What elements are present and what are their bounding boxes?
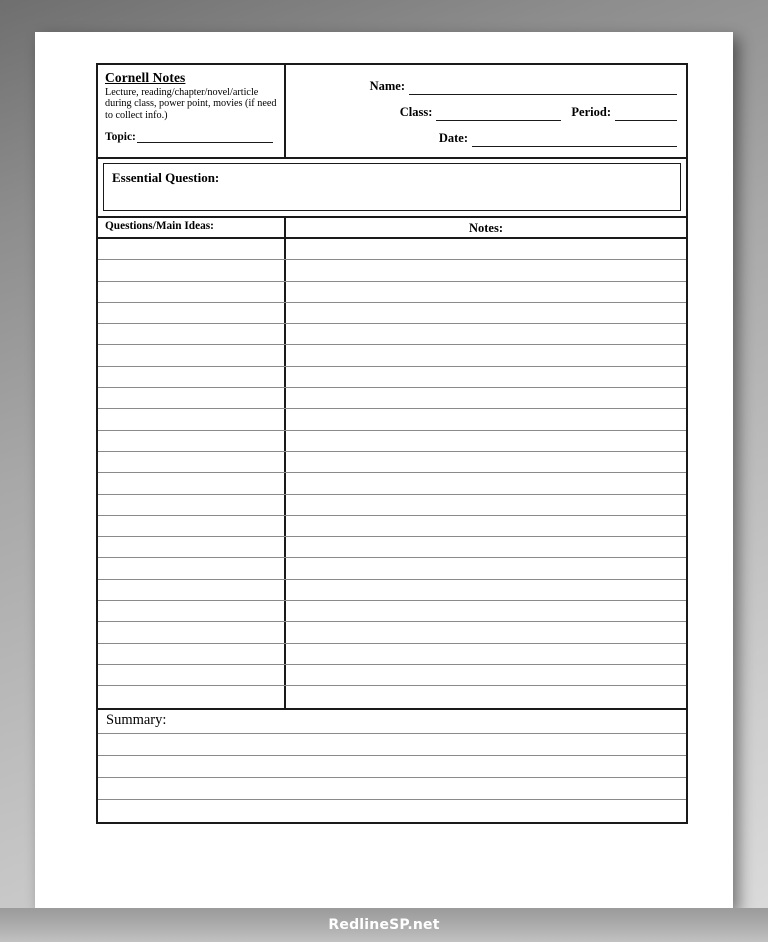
page-title: Cornell Notes xyxy=(105,70,186,85)
topic-label: Topic: xyxy=(105,131,136,143)
title-description: Lecture, reading/chapter/novel/article during class, power point, movies (if need to collect info.) xyxy=(105,86,277,122)
question-cell[interactable] xyxy=(98,473,286,493)
question-cell[interactable] xyxy=(98,303,286,323)
question-cell[interactable] xyxy=(98,516,286,536)
question-cell[interactable] xyxy=(98,452,286,472)
period-label: Period: xyxy=(571,105,611,119)
column-header-row xyxy=(98,218,686,239)
summary-line[interactable] xyxy=(98,778,686,800)
name-field[interactable] xyxy=(286,79,686,95)
summary-label: Summary: xyxy=(98,710,686,734)
question-cell[interactable] xyxy=(98,686,286,707)
note-cell[interactable] xyxy=(286,622,686,642)
table-row[interactable] xyxy=(98,473,686,494)
summary-line[interactable] xyxy=(98,734,686,756)
table-row[interactable] xyxy=(98,516,686,537)
table-row[interactable] xyxy=(98,537,686,558)
note-cell[interactable] xyxy=(286,260,686,280)
class-period-fields[interactable] xyxy=(286,105,686,121)
note-cell[interactable] xyxy=(286,686,686,707)
table-row[interactable] xyxy=(98,686,686,707)
name-label: Name: xyxy=(369,79,405,93)
question-cell[interactable] xyxy=(98,409,286,429)
question-cell[interactable] xyxy=(98,431,286,451)
table-row[interactable] xyxy=(98,409,686,430)
header-identity-cell xyxy=(286,65,686,157)
note-cell[interactable] xyxy=(286,324,686,344)
question-cell[interactable] xyxy=(98,324,286,344)
table-row[interactable] xyxy=(98,580,686,601)
watermark-footer xyxy=(0,908,768,942)
table-row[interactable] xyxy=(98,388,686,409)
question-cell[interactable] xyxy=(98,367,286,387)
topic-field[interactable] xyxy=(105,131,273,143)
notes-column-header: Notes: xyxy=(468,221,503,235)
note-cell[interactable] xyxy=(286,431,686,451)
note-cell[interactable] xyxy=(286,452,686,472)
watermark-text: RedlineSP.net xyxy=(328,917,440,933)
table-row[interactable] xyxy=(98,665,686,686)
period-input-line[interactable] xyxy=(615,107,677,121)
table-row[interactable] xyxy=(98,367,686,388)
table-row[interactable] xyxy=(98,303,686,324)
date-label: Date: xyxy=(438,131,468,145)
table-row[interactable] xyxy=(98,601,686,622)
question-cell[interactable] xyxy=(98,260,286,280)
essential-question-section xyxy=(98,159,686,218)
name-input-line[interactable] xyxy=(409,81,677,95)
note-cell[interactable] xyxy=(286,367,686,387)
question-cell[interactable] xyxy=(98,558,286,578)
note-cell[interactable] xyxy=(286,665,686,685)
note-cell[interactable] xyxy=(286,516,686,536)
table-row[interactable] xyxy=(98,452,686,473)
question-cell[interactable] xyxy=(98,537,286,557)
questions-column-header: Questions/Main Ideas: xyxy=(98,218,286,237)
note-cell[interactable] xyxy=(286,601,686,621)
class-label: Class: xyxy=(399,105,433,119)
note-cell[interactable] xyxy=(286,644,686,664)
table-row[interactable] xyxy=(98,495,686,516)
note-cell[interactable] xyxy=(286,580,686,600)
class-input-line[interactable] xyxy=(436,107,561,121)
table-row[interactable] xyxy=(98,345,686,366)
header-title-cell xyxy=(98,65,286,157)
summary-line[interactable] xyxy=(98,756,686,778)
question-cell[interactable] xyxy=(98,665,286,685)
note-cell[interactable] xyxy=(286,473,686,493)
topic-input-line[interactable] xyxy=(137,131,273,143)
note-cell[interactable] xyxy=(286,239,686,259)
note-cell[interactable] xyxy=(286,409,686,429)
date-field[interactable] xyxy=(286,131,686,147)
question-cell[interactable] xyxy=(98,495,286,515)
question-cell[interactable] xyxy=(98,239,286,259)
essential-question-box[interactable] xyxy=(103,163,681,211)
note-cell[interactable] xyxy=(286,558,686,578)
question-cell[interactable] xyxy=(98,282,286,302)
table-row[interactable] xyxy=(98,644,686,665)
table-row[interactable] xyxy=(98,622,686,643)
notes-rows-container xyxy=(98,239,686,710)
cornell-notes-form xyxy=(96,63,688,824)
note-cell[interactable] xyxy=(286,388,686,408)
note-cell[interactable] xyxy=(286,303,686,323)
table-row[interactable] xyxy=(98,260,686,281)
note-cell[interactable] xyxy=(286,282,686,302)
question-cell[interactable] xyxy=(98,601,286,621)
summary-line[interactable] xyxy=(98,800,686,822)
summary-lines-container xyxy=(98,734,686,822)
table-row[interactable] xyxy=(98,324,686,345)
question-cell[interactable] xyxy=(98,580,286,600)
essential-question-label: Essential Question: xyxy=(112,170,220,185)
question-cell[interactable] xyxy=(98,644,286,664)
note-cell[interactable] xyxy=(286,495,686,515)
header-band xyxy=(98,65,686,159)
question-cell[interactable] xyxy=(98,345,286,365)
date-input-line[interactable] xyxy=(472,133,677,147)
table-row[interactable] xyxy=(98,239,686,260)
paper-sheet xyxy=(35,32,733,908)
table-row[interactable] xyxy=(98,282,686,303)
table-row[interactable] xyxy=(98,558,686,579)
table-row[interactable] xyxy=(98,431,686,452)
note-cell[interactable] xyxy=(286,537,686,557)
question-cell[interactable] xyxy=(98,622,286,642)
question-cell[interactable] xyxy=(98,388,286,408)
note-cell[interactable] xyxy=(286,345,686,365)
